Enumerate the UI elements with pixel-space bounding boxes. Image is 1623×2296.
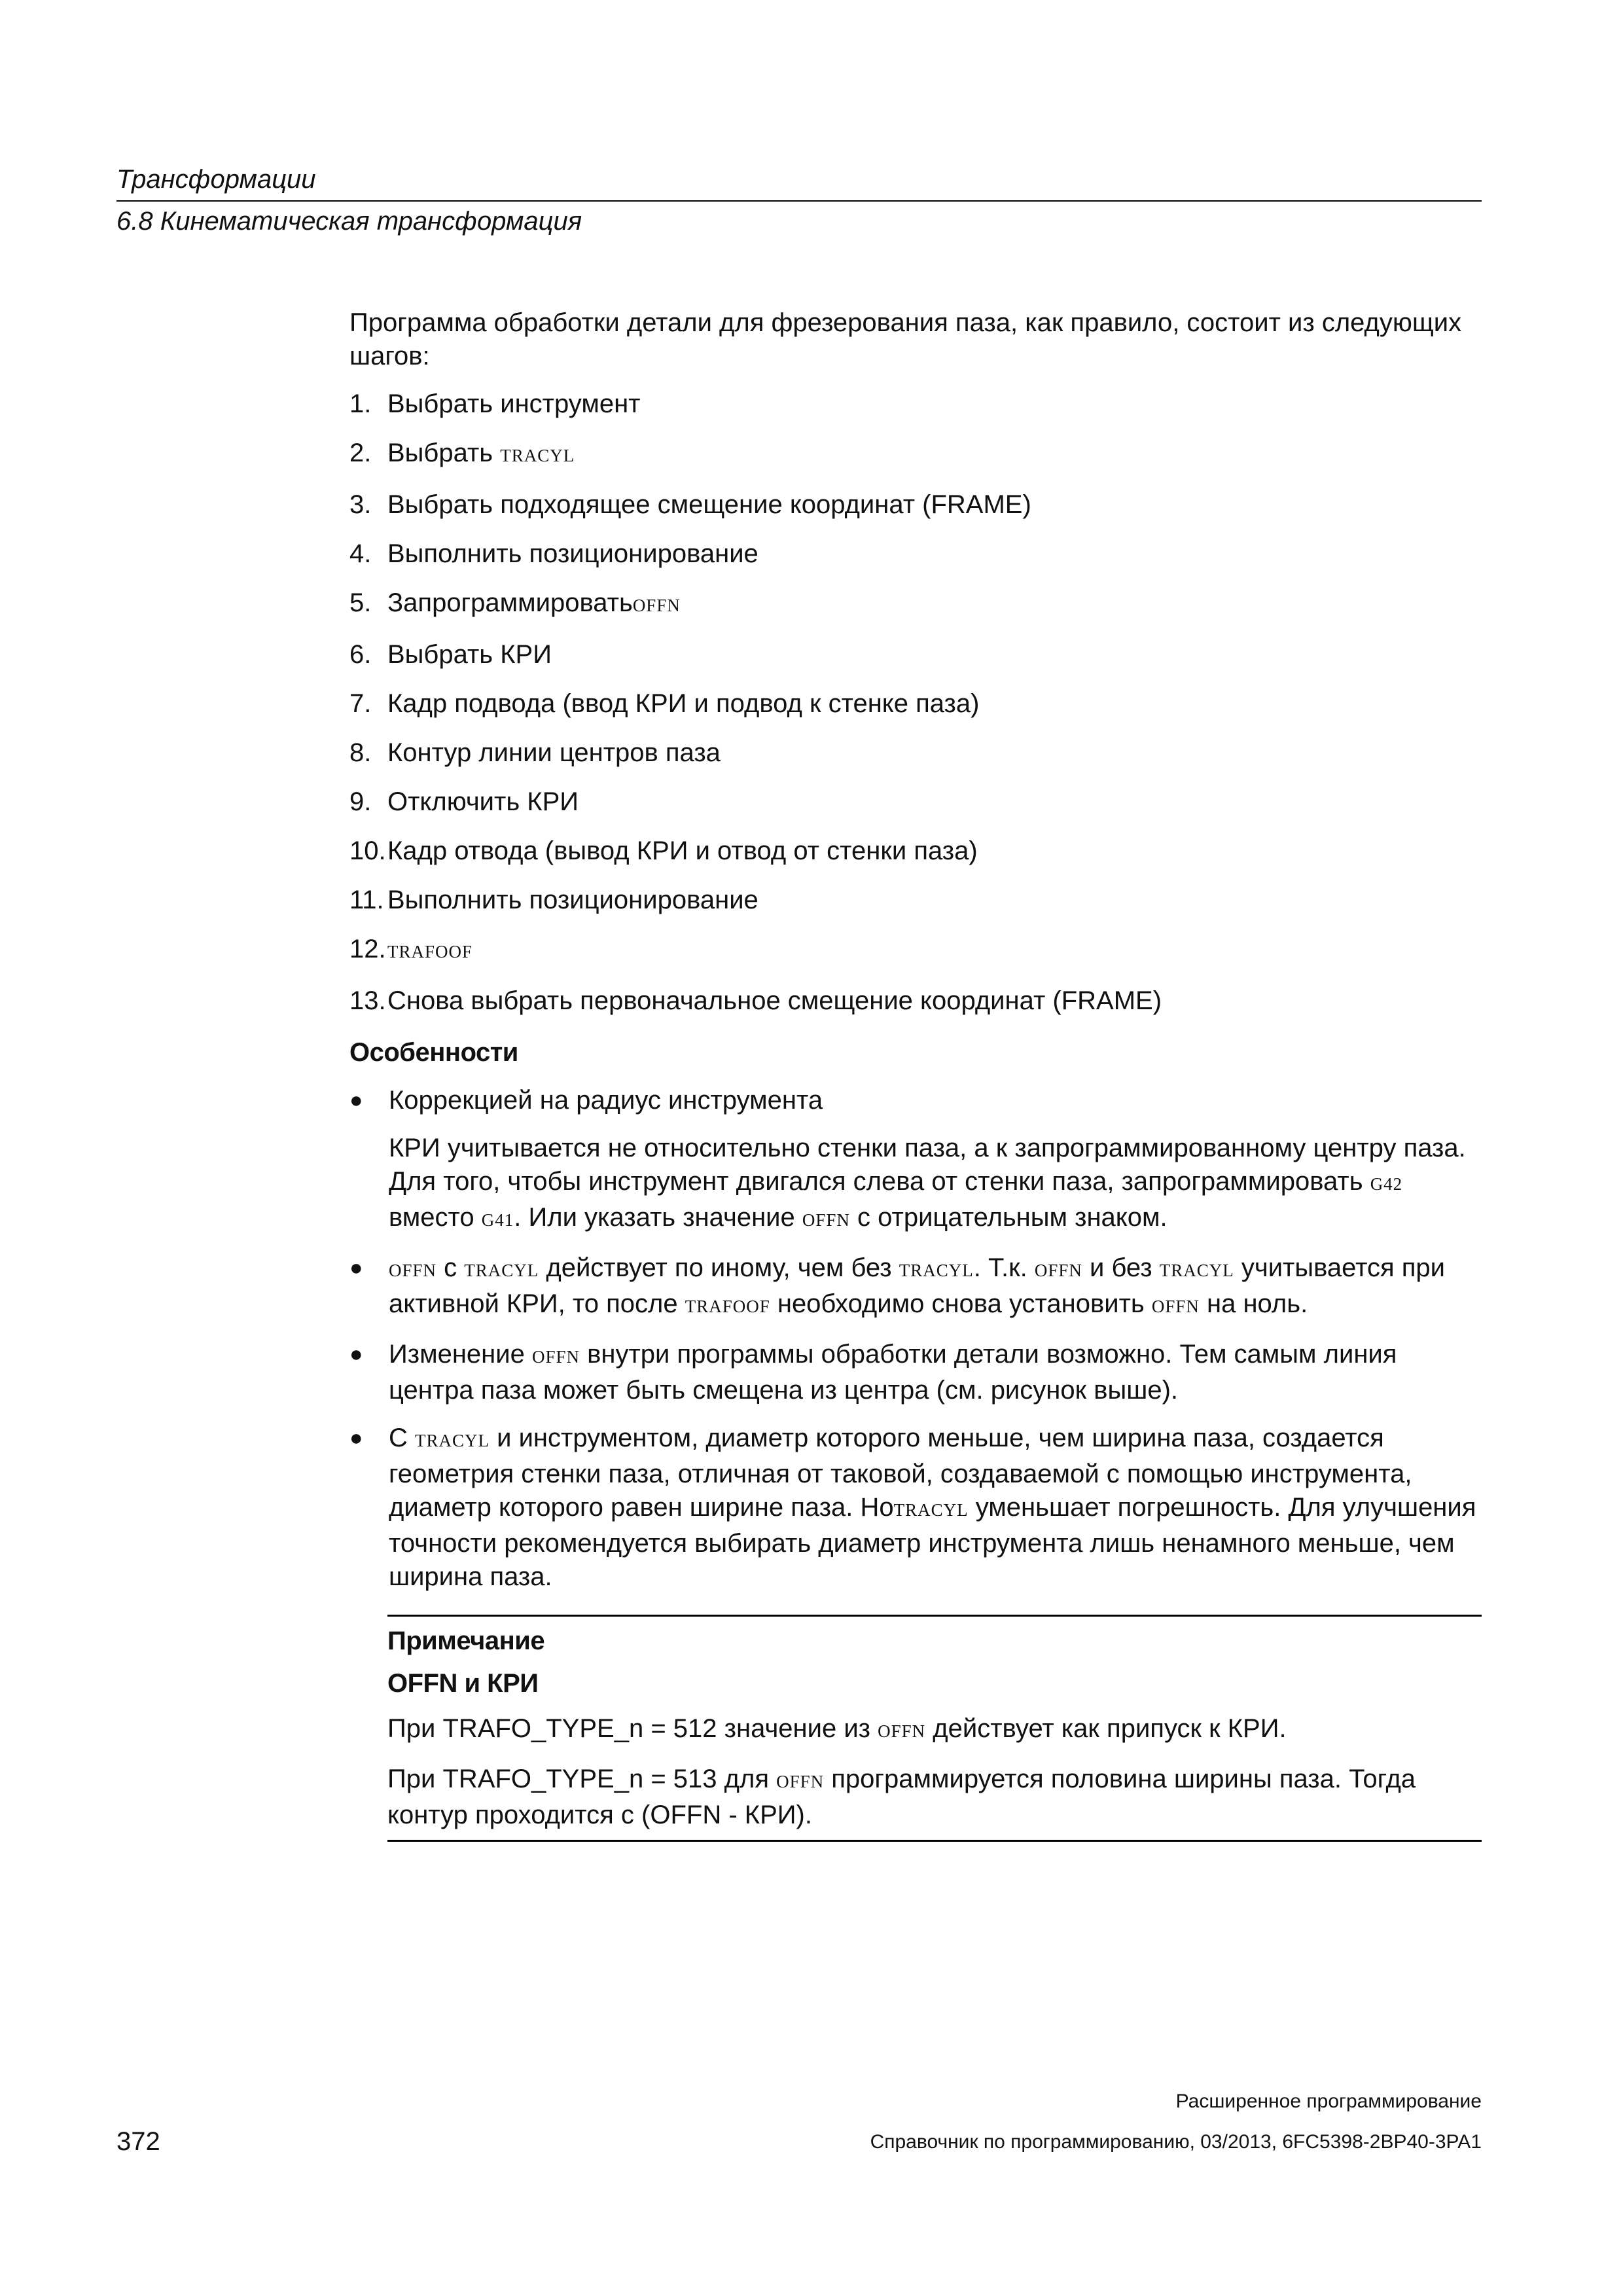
step-number: 13. [349, 986, 386, 1015]
step-number: 11. [349, 886, 384, 914]
step-number: 7. [349, 689, 372, 718]
bullet-icon: ● [349, 1342, 363, 1367]
intro-paragraph: Программа обработки детали для фрезерования паза, как правило, состоит из следующих шагов: [349, 308, 1462, 370]
step-text: Выбрать подходящее смещение координат (FRAME) [387, 490, 1031, 519]
step-number: 3. [349, 490, 372, 519]
step-text: Выбрать КРИ [387, 640, 552, 669]
list-item [349, 437, 1482, 473]
list-item [349, 984, 1482, 1018]
features-list [349, 1084, 1482, 1594]
step-text: Кадр отвода (вывод КРИ и отвод от стенки паза) [387, 836, 978, 865]
step-text: Выполнить позиционирование [387, 886, 758, 914]
step-code: TRACYL [500, 446, 575, 465]
list-item [349, 1338, 1482, 1407]
step-text: Кадр подвода (ввод КРИ и подвод к стенке паза) [387, 689, 980, 718]
header-rule [116, 200, 1482, 202]
list-item [349, 586, 1482, 622]
note-title: Примечание [387, 1626, 545, 1655]
list-item [349, 1422, 1482, 1594]
list-item [349, 488, 1482, 522]
bullet-icon: ● [349, 1088, 363, 1113]
list-item [349, 638, 1482, 672]
step-text: Выбрать инструмент [387, 389, 641, 418]
step-text: Выбрать [387, 439, 501, 467]
step-number: 12. [349, 935, 386, 963]
list-item [349, 834, 1482, 868]
step-text: Снова выбрать первоначальное смещение координат (FRAME) [387, 986, 1162, 1015]
list-item [349, 933, 1482, 969]
feature-2-text: OFFN с TRACYL действует по иному, чем без TRACYL. Т.к. OFFN и без TRACYL учитывается при активной КРИ, то после TRAFOOF необходимо снова установить OFFN на ноль. [389, 1253, 1445, 1318]
list-item [349, 387, 1482, 421]
step-text: Запрограммировать [387, 588, 633, 617]
list-item [349, 1251, 1482, 1323]
feature-3-text: Изменение OFFN внутри программы обработки детали возможно. Тем самым линия центра паза может быть смещена из центра (см. рисунок выше). [389, 1340, 1397, 1405]
list-item [349, 687, 1482, 721]
feature-4-text: С TRACYL и инструментом, диаметр которого меньше, чем ширина паза, создается геометрия стенки паза, отличная от таковой, создаваемой с помощью инструмента, диаметр которого равен ширине паза. НоTRACYL уменьшает погрешность. Для улучшения точности рекомендуется выбирать диаметр инструмента лишь ненамного меньше, чем ширина паза. [389, 1424, 1476, 1591]
note-box [387, 1615, 1482, 1842]
step-number: 5. [349, 588, 372, 617]
step-number: 6. [349, 640, 372, 669]
running-header-section: 6.8 Кинематическая трансформация [116, 207, 582, 236]
page-number: 372 [116, 2127, 160, 2156]
features-heading: Особенности [349, 1038, 518, 1067]
step-number: 8. [349, 738, 372, 767]
running-header-chapter: Трансформации [116, 165, 316, 194]
step-text: Контур линии центров паза [387, 738, 721, 767]
step-number: 2. [349, 439, 372, 467]
feature-1-text: КРИ учитывается не относительно стенки паза, а к запрограммированному центру паза. Для того, чтобы инструмент двигался слева от стенки паза, запрограммировать G42 вместо G41. Или указать значение OFFN с отрицательным знаком. [389, 1134, 1466, 1232]
list-item [349, 537, 1482, 571]
step-number: 10. [349, 836, 386, 865]
step-number: 4. [349, 539, 372, 568]
step-number: 1. [349, 389, 372, 418]
feature-1-title: Коррекцией на радиус инструмента [389, 1086, 823, 1115]
step-text: Выполнить позиционирование [387, 539, 758, 568]
list-item [349, 1084, 1482, 1237]
steps-list [349, 387, 1482, 1018]
list-item [349, 736, 1482, 770]
bullet-icon: ● [349, 1255, 363, 1280]
list-item [349, 884, 1482, 917]
footer-book-title: Расширенное программирование [1175, 2090, 1482, 2112]
list-item [349, 785, 1482, 819]
note-subtitle: OFFN и КРИ [387, 1669, 539, 1698]
step-number: 9. [349, 787, 372, 816]
note-paragraph-2: При TRAFO_TYPE_n = 513 для OFFN программируется половина ширины паза. Тогда контур проходится с (OFFN - КРИ). [387, 1765, 1416, 1829]
footer-manual-info: Справочник по программированию, 03/2013, 6FC5398-2BP40-3PA1 [870, 2131, 1482, 2153]
page-body [349, 306, 1482, 1842]
note-paragraph-1: При TRAFO_TYPE_n = 512 значение из OFFN действует как припуск к КРИ. [387, 1714, 1287, 1743]
step-code: TRAFOOF [387, 942, 473, 961]
bullet-icon: ● [349, 1426, 363, 1450]
step-code: OFFN [632, 596, 681, 615]
step-text: Отключить КРИ [387, 787, 579, 816]
